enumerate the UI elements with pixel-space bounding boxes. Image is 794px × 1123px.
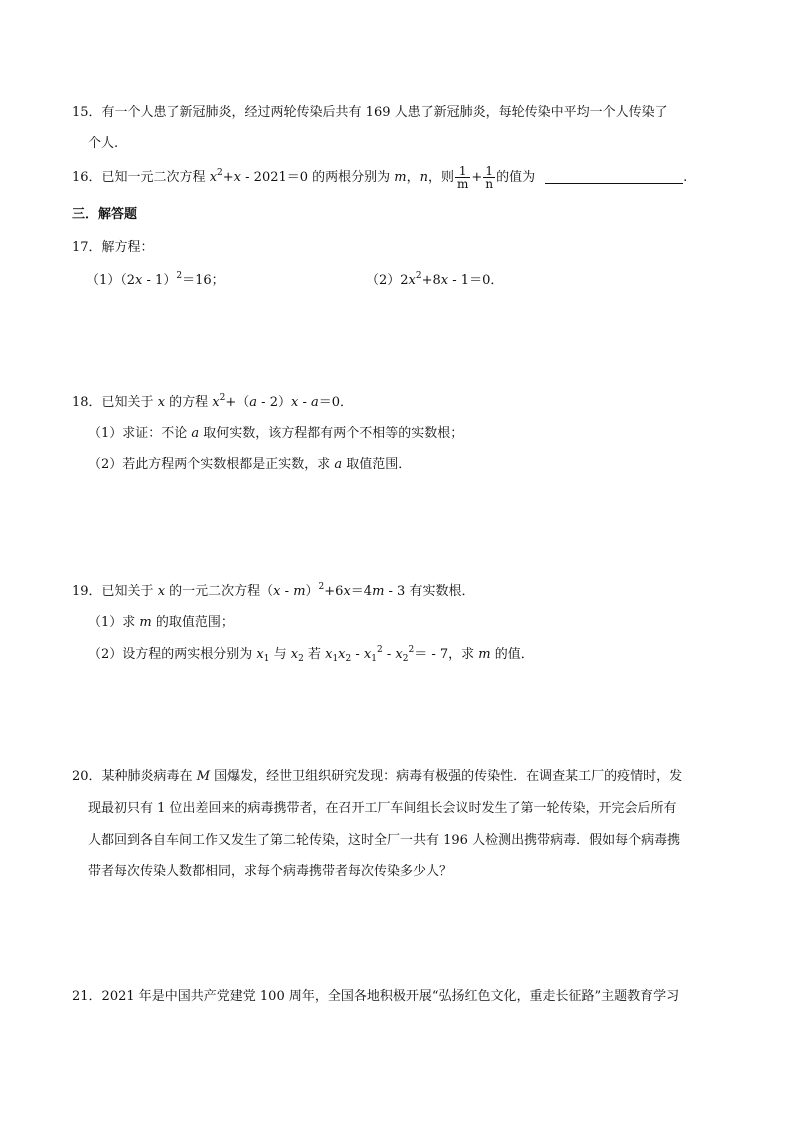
q17-part2: $(2)2x^2+8x - 1=0$．: [366, 271, 504, 288]
q15-text-2: 个人.: [88, 136, 119, 151]
q16-line: 16．已知一元二次方程 $x^2+x - 2021=0$ 的两根分别为 m，n，则 $\frac{1}{m}$ + $\frac{1}{n}$ 的值为 .: [72, 164, 688, 191]
q16-number: 16．: [72, 170, 102, 185]
q20-line1: 20．某种肺炎病毒在 M 国爆发，经世卫组织研究发现：病毒有极强的传染性．在调查某工厂的疫情时，发: [72, 769, 683, 784]
q19-part1: （1）求 m 的取值范围；: [88, 615, 234, 630]
q19-stem: 19．已知关于 x 的一元二次方程（x - m）$^2$+6x＝4m - 3 有实数根．: [72, 582, 475, 599]
q19-number: 19．: [72, 584, 102, 599]
section-title: 三．解答题: [72, 207, 138, 222]
q20-line3: 人都回到各自车间工作又发生了第二轮传染，这时全厂一共有 196 人检测出携带病毒．假如每个病毒携: [88, 833, 681, 848]
q19-part2: （2）设方程的两实根分别为 $x_1$ 与 $x_2$ 若 $x_1x_2 - x_1^2 - x_2^2= - 7$，求 m 的值．: [88, 645, 534, 664]
q18-stem: 18．已知关于 x 的方程 $x^2+(a - 2)x - a=0$．: [72, 393, 354, 410]
q15-line2: [88, 134, 118, 154]
q15-line1: [72, 103, 668, 123]
fraction-1-over-n: $\frac{1}{n}$: [485, 164, 494, 191]
q18-number: 18．: [72, 395, 102, 410]
q15-number: 15．: [72, 105, 102, 120]
q15-text: 有一个人患了新冠肺炎，经过两轮传染后共有 169 人患了新冠肺炎，每轮传染中平均一个人传染了: [101, 105, 668, 120]
q17-number: 17．: [72, 240, 102, 255]
q17-part1: （1）（2x - 1）$^2$＝16；: [86, 271, 225, 288]
q21-line1: 21．2021 年是中国共产党建党 100 周年，全国各地积极开展“弘扬红色文化，重走长征路”主题教育学习: [72, 989, 680, 1004]
answer-blank[interactable]: [545, 169, 683, 184]
q20-number: 20．: [72, 769, 102, 784]
q20-line4: 带者每次传染人数都相同，求每个病毒携带者每次传染多少人？: [88, 864, 453, 879]
q17-stem: 17．解方程：: [72, 240, 154, 255]
q18-part1: （1）求证：不论 a 取何实数，该方程都有两个不相等的实数根；: [88, 426, 464, 441]
q21-number: 21．: [72, 989, 102, 1004]
q20-line2: 现最初只有 1 位出差回来的病毒携带者，在召开工厂车间组长会议时发生了第一轮传染，开完会后所有: [88, 801, 677, 816]
q18-part2: （2）若此方程两个实数根都是正实数，求 a 取值范围．: [88, 457, 412, 472]
fraction-1-over-m: $\frac{1}{m}$: [457, 164, 469, 191]
